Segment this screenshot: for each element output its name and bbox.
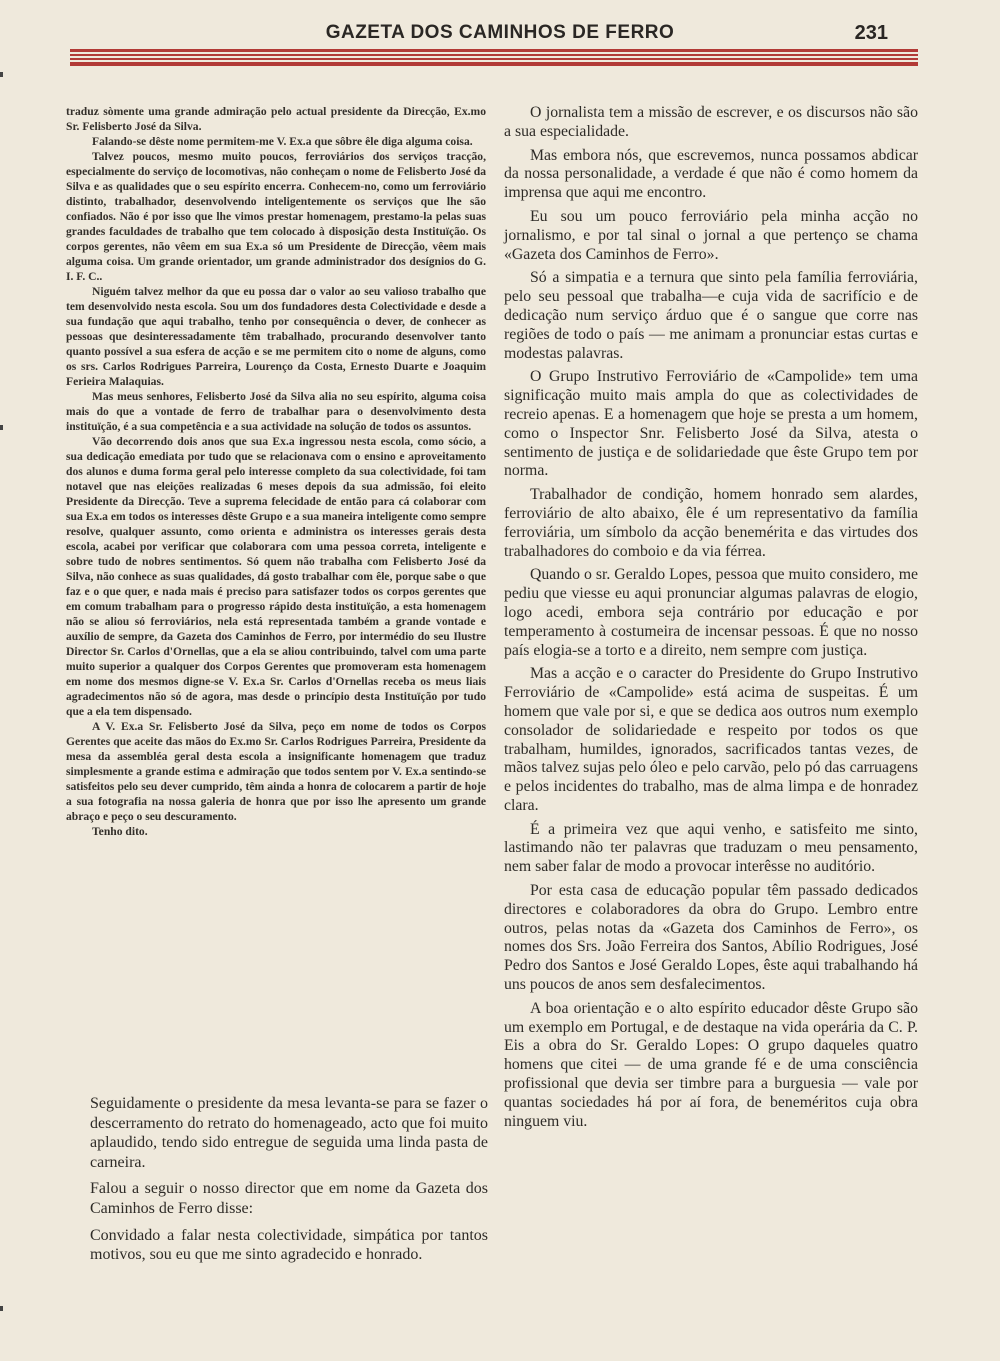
right-paragraph: Eu sou um pouco ferroviário pela minha acção no jornalismo, e por tal sinal o jornal a que pertenço se chama «Gazeta dos Caminhos de Ferro». xyxy=(504,207,918,263)
right-paragraph: Só a simpatia e a ternura que sinto pela família ferroviária, pelo seu pessoal que trabalha—e cuja vida de sacrifício e de dedicação num serviço árduo que é o sangue que corre nas regiões de todo o país — me animam a pronunciar estas curtas e modestas palavras. xyxy=(504,269,918,362)
left-paragraph: Talvez poucos, mesmo muito poucos, ferroviários dos serviços tracção, especialmente do serviço de locomotivas, não conheçam o nome de Felisberto José da Silva e as qualidades que o seu espírito encerra. Conhecem-no, como um ferroviário distinto, trabalhador, desenvolvendo inteligentemente os serviços que lhe são confiados. Não é por isso que lhe vimos prestar homenagem, prestamo-la pelas suas grandes faculdades de trabalho que tem colocado à disposição desta Instituïção. Os corpos gerentes, não vêem em sua Ex.a só um Presidente de Direcção, vêem mais alguma coisa. Um grande orientador, um grande administrador dos desígnios do G. I. F. C.. xyxy=(66,150,486,283)
page-header-title: GAZETA DOS CAMINHOS DE FERRO xyxy=(325,22,675,43)
left-paragraph: Falando-se dêste nome permitem-me V. Ex.a que sôbre êle diga alguma coisa. xyxy=(92,135,473,148)
right-paragraph: É a primeira vez que aqui venho, e satisfeito me sinto, lastimando não ter palavras que traduzam o meu pensamento, nem saber falar de modo a provocar interêsse no auditório. xyxy=(504,820,918,876)
left-large-paragraph: Falou a seguir o nosso director que em nome da Gazeta dos Caminhos de Ferro disse: xyxy=(90,1180,488,1217)
left-paragraph: Vão decorrendo dois anos que sua Ex.a ingressou nesta escola, como sócio, a sua dedicação emediata por tudo que se relacionava com o ensino e aproveitamento dos alunos e duma forma geral pelo interesse completo da sua colectividade, foi tam notavel que nas eleições realizadas 6 meses depois da sua admissão, foi eleito Presidente da Direcção. Teve a suprema felecidade de então para cá colaborar com sua Ex.a em todos os interesses dêste Grupo e a sua maneira inteligente como sempre resolve, qualquer assunto, como orienta e administra os interesses gerais desta escola, acabei por verificar que colaborara com uma pessoa correta, inteligente e sobre tudo de nobres sentimentos. Só quem não trabalha com Felisberto José da Silva, não conhece as suas qualidades, dá gosto trabalhar com êle, porque sabe o que faz e o que quer, e nada mais é preciso para satisfazer todos os corpos gerentes que em comum trabalham para o progresso rápido desta instituïção, a esta homenagem não se aliou só ferroviários, nela está representada também a grande vontade e auxílio de sempre, da Gazeta dos Caminhos de Ferro, por intermédio do seu Ilustre Director Sr. Carlos d'Ornellas, que a ela se aliou contribuindo, talvel com uma parte muito superior a qualquer dos Corpos Gerentes que promoveram esta homenagem em nome dos mesmos digne-se V. Ex.a Sr. Carlos d'Ornellas receba os meus liais agradecimentos não só de agora, mas desde o princípio desta Instituïção por tudo que a ela tem dispensado. xyxy=(66,435,486,718)
left-paragraph: A V. Ex.a Sr. Felisberto José da Silva, peço em nome de todos os Corpos Gerentes que aceite das mãos do Ex.mo Sr. Carlos Rodrigues Parreira, Presidente da mesa da assembléa geral desta escola a insignificante homenagem que traduz simplesmente a grande estima e admiração que todos sentem por V. Ex.a sentindo-se satisfeitos pelo seu dever cumprido, têm ainda a honra de colocarem a partir de hoje a sua fotografia na nossa galeria de honra que por isso lhe apresento um grande abraço e peço o seu descuramento. xyxy=(66,720,486,823)
right-column-text xyxy=(504,104,918,1136)
left-paragraph: Niguém talvez melhor da que eu possa dar o valor ao seu valioso trabalho que tem desenvolvido nesta escola. Sou um dos fundadores desta Colectividade e desde a sua fundação que aqui trabalho, tenho por consequência o dever, de conhecer as pessoas que desinteressadamente têm trabalhado, procurando desenvolver tanto quanto possível a sua esfera de acção e se me permitem cito o nome de alguns, como os srs. Carlos Rodrigues Parreira, Lourenço da Costa, Ernesto Duarte e Joaquim Ferieira Malaquias. xyxy=(66,285,486,388)
right-paragraph: O jornalista tem a missão de escrever, e os discursos não são a sua especialidade. xyxy=(504,104,918,140)
left-column-narrative-text xyxy=(90,1094,488,1272)
left-paragraph: Tenho dito. xyxy=(92,825,148,838)
left-large-paragraph: Convidado a falar nesta colectividade, simpática por tantos motivos, sou eu que me sinto agradecido e honrado. xyxy=(90,1226,488,1264)
right-paragraph: A boa orientação e o alto espírito educador dêste Grupo são um exemplo em Portugal, e de destaque na vida operária da C. P. Eis a obra do Sr. Geraldo Lopes: O grupo daqueles quatro homens que citei — de uma grande fé e de uma consciência profissional que devia ser timbre para a burguesia — vale por quantas sociedades há por aí fora, de beneméritos cuja obra ninguem viu. xyxy=(504,999,918,1130)
right-paragraph: O Grupo Instrutivo Ferroviário de «Campolide» tem uma significação muito mais ampla do que as colectividades de recreio apenas. E a homenagem que hoje se presta a um homem, como o Inspector Snr. Felisberto José da Silva, atesta o sentimento de justiça e de solidariedade que êste Grupo tem por norma. xyxy=(504,368,918,480)
right-paragraph: Mas embora nós, que escrevemos, nunca possamos abdicar da nossa personalidade, a verdade é que não é como homem da imprensa que aqui me encontro. xyxy=(504,146,918,202)
margin-mark xyxy=(0,425,3,430)
left-paragraph: Mas meus senhores, Felisberto José da Silva alia no seu espírito, alguma coisa mais do que a vontade de ferro de trabalhar para o desenvolvimento desta instituïção, é a sua competência e a sua actividade na solução de todos os assuntos. xyxy=(66,390,486,433)
margin-mark xyxy=(0,1306,3,1311)
right-paragraph: Por esta casa de educação popular têm passado dedicados directores e colaboradores da obra do Grupo. Lembro entre outros, pelas notas da «Gazeta dos Caminhos de Ferro», os nomes dos Srs. João Ferreira dos Santos, Abílio Rodrigues, José Pedro dos Santos e José Geraldo Lopes, êste aqui trabalhando há uns poucos de anos sem desfalecimentos. xyxy=(504,882,918,994)
left-column-speech-text xyxy=(66,104,486,839)
left-paragraph: traduz sòmente uma grande admiração pelo actual presidente da Direcção, Ex.mo Sr. Felisberto José da Silva. xyxy=(66,105,486,133)
page-number: 231 xyxy=(854,22,888,44)
right-paragraph: Trabalhador de condição, homem honrado sem alardes, ferroviário de alto abaixo, êle é um representativo da família ferroviária, um símbolo da acção benemérita e das virtudes dos trabalhadores do comboio e da via férrea. xyxy=(504,486,918,560)
right-paragraph: Quando o sr. Geraldo Lopes, pessoa que muito considero, me pediu que viesse eu aqui pronunciar algumas palavras de elogio, logo acedi, embora seja contrário por educação e por temperamento à costumeira de incensar pessoas. É que no nosso país elogia-se a torto e a direito, nem sempre com justiça. xyxy=(504,566,918,659)
right-paragraph: Mas a acção e o caracter do Presidente do Grupo Instrutivo Ferroviário de «Campolide» está acima de suspeitas. É um homem que vale por si, e que se dedica aos outros num exemplo consolador de solidariedade e respeito por todos os que trabalham, humildes, ignorados, sacrificados tantas vezes, de mãos talvez sujas pelo óleo e pelo carvão, pelo pó das carruagens e pelos incidentes do trabalho, mas de alma limpa e de honradez clara. xyxy=(504,665,918,814)
left-large-paragraph: Seguidamente o presidente da mesa levanta-se para se fazer o descerramento do retrato do homenageado, acto que foi muito aplaudido, tendo sido entregue de seguida uma linda pasta de carneira. xyxy=(90,1095,488,1171)
header-rule-divider xyxy=(70,49,918,66)
margin-mark xyxy=(0,72,3,77)
